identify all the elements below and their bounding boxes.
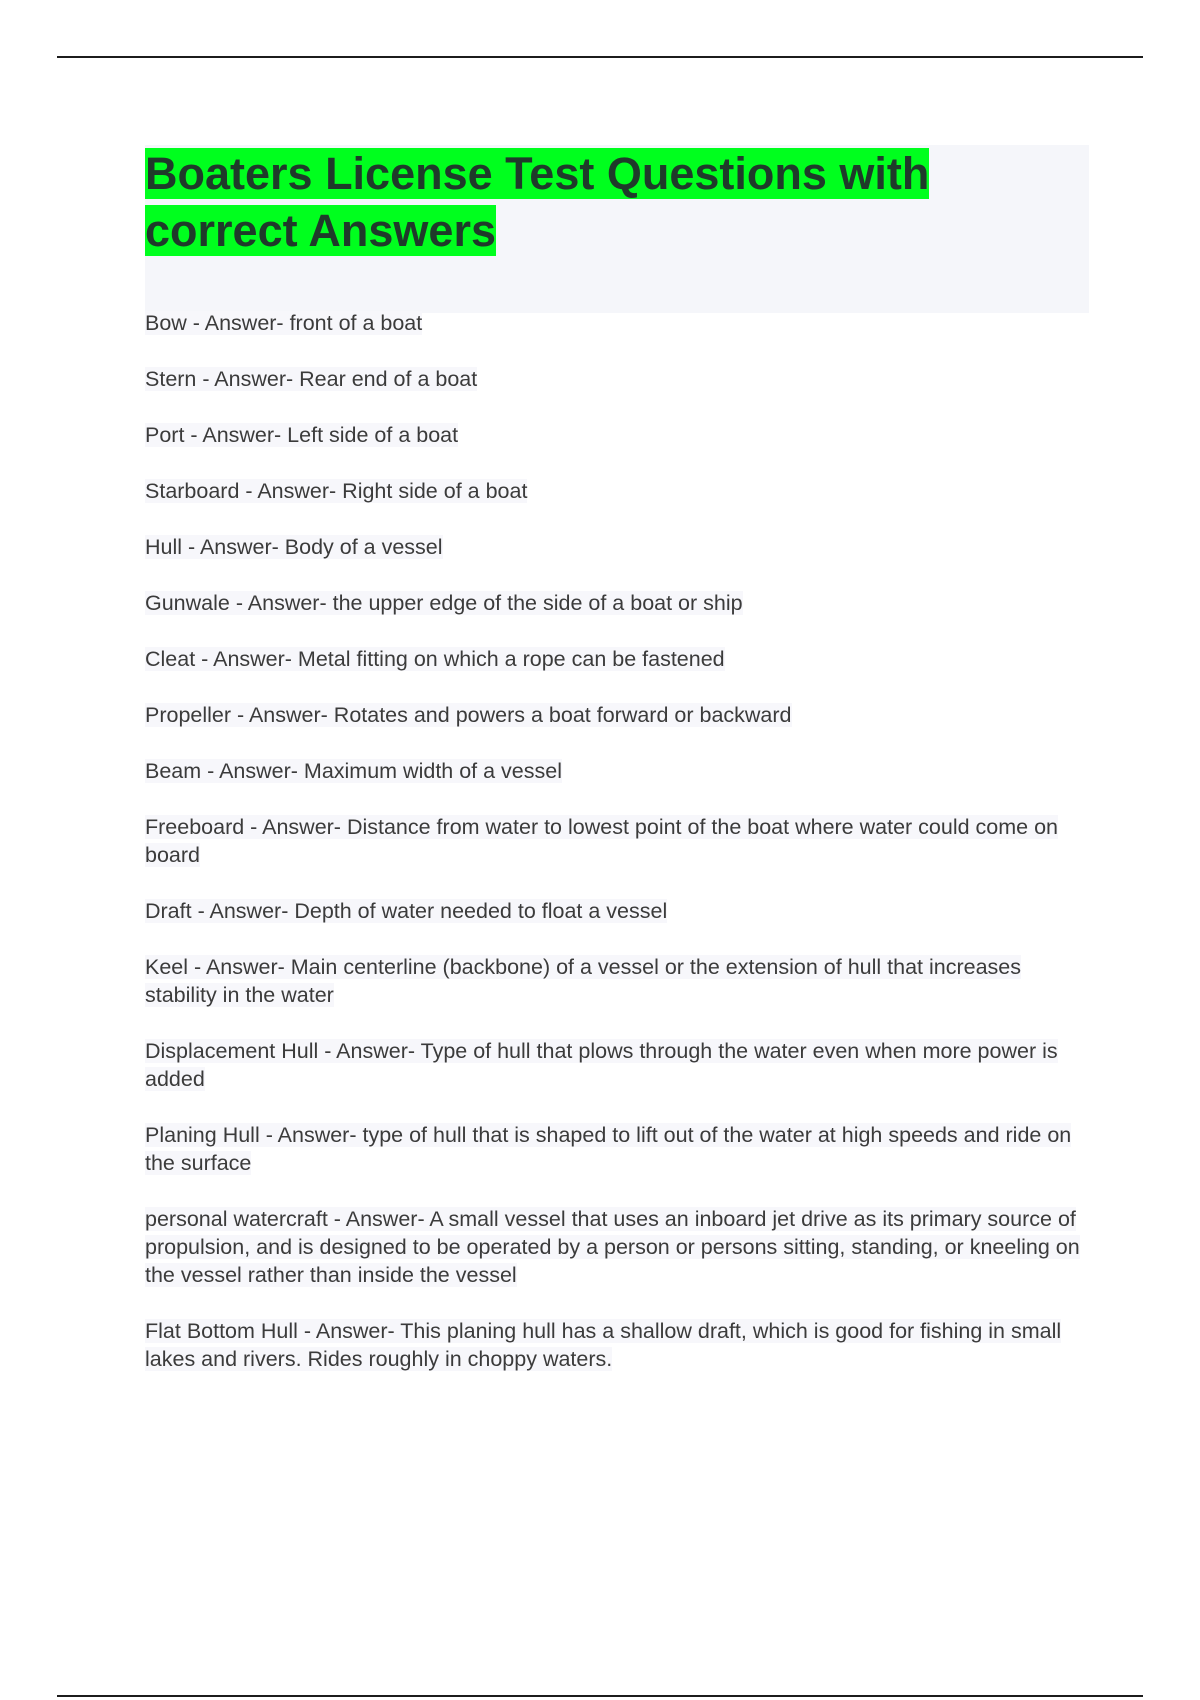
qa-item-cleat: Cleat - Answer- Metal fitting on which a rope can be fastened [145, 647, 725, 671]
qa-item-bow: Bow - Answer- front of a boat [145, 311, 423, 335]
top-rule [57, 56, 1143, 58]
title-highlight: Boaters License Test Questions with correct Answers [145, 148, 930, 256]
qa-item-stern: Stern - Answer- Rear end of a boat [145, 367, 478, 391]
qa-item-keel: Keel - Answer- Main centerline (backbone) of a vessel or the extension of hull that increases stability in the water [145, 955, 1021, 1007]
qa-item-starboard: Starboard - Answer- Right side of a boat [145, 479, 528, 503]
qa-item-port: Port - Answer- Left side of a boat [145, 423, 459, 447]
qa-item-propeller: Propeller - Answer- Rotates and powers a boat forward or backward [145, 703, 792, 727]
qa-item-planing-hull: Planing Hull - Answer- type of hull that is shaped to lift out of the water at high speeds and ride on the surface [145, 1123, 1072, 1175]
bottom-rule [57, 1695, 1143, 1697]
qa-item-personal-watercraft: personal watercraft - Answer- A small vessel that uses an inboard jet drive as its primary source of propulsion, and is designed to be operated by a person or persons sitting, standing, or kneeling on the vessel rather than inside the vessel [145, 1207, 1080, 1287]
qa-item-flat-bottom-hull: Flat Bottom Hull - Answer- This planing hull has a shallow draft, which is good for fishing in small lakes and rivers. Rides roughly in choppy waters. [145, 1319, 1062, 1371]
qa-item-hull: Hull - Answer- Body of a vessel [145, 535, 443, 559]
qa-item-freeboard: Freeboard - Answer- Distance from water to lowest point of the boat where water could come on board [145, 815, 1058, 867]
qa-list [145, 309, 1089, 1401]
qa-item-beam: Beam - Answer- Maximum width of a vessel [145, 759, 562, 783]
qa-item-draft: Draft - Answer- Depth of water needed to float a vessel [145, 899, 668, 923]
qa-item-displacement-hull: Displacement Hull - Answer- Type of hull that plows through the water even when more power is added [145, 1039, 1058, 1091]
title-block [145, 145, 1089, 313]
document-title [145, 145, 1089, 259]
qa-item-gunwale: Gunwale - Answer- the upper edge of the side of a boat or ship [145, 591, 743, 615]
